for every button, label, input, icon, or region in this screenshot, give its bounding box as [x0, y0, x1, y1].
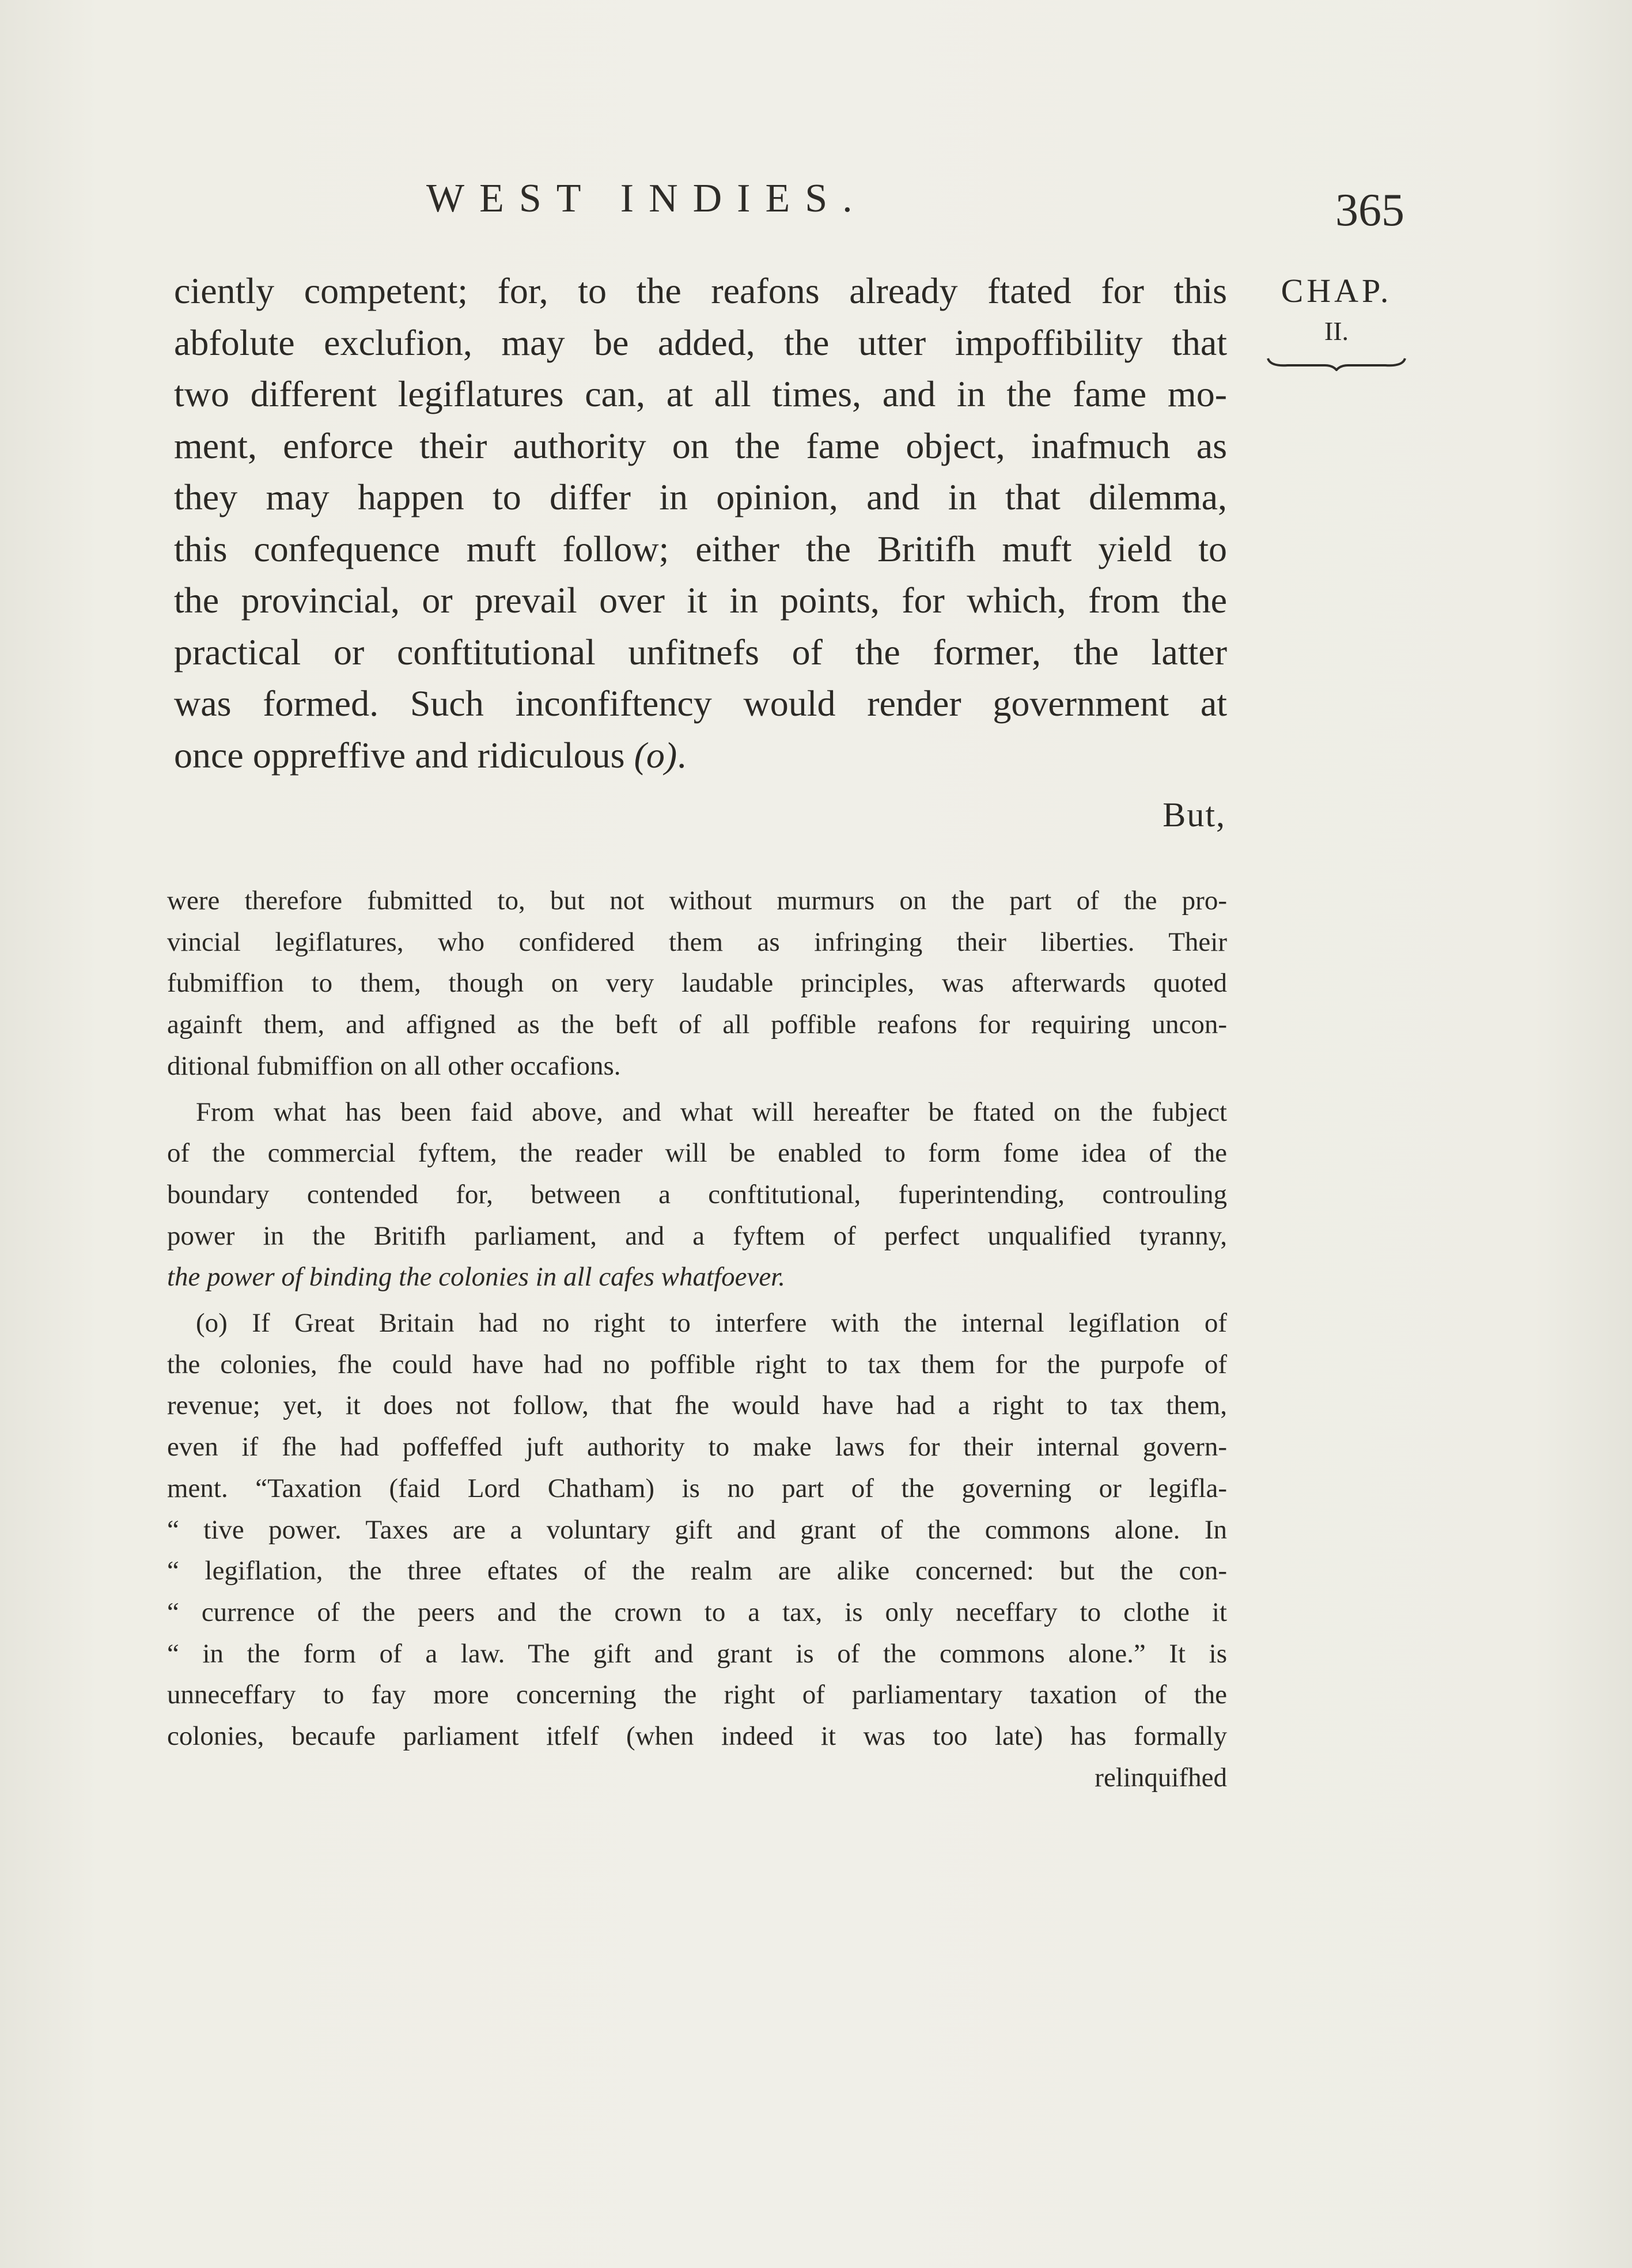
footnote-o-line: “ in the form of a law. The gift and grant is of the commons alone.” It is — [167, 1638, 1227, 1669]
footnote-italic-line: the power of binding the colonies in all cafes whatfoever. — [167, 1262, 786, 1292]
footnote-o-line: “ legiflation, the three eftates of the realm are alike concerned: but the con- — [167, 1556, 1227, 1586]
footnote-o-line: the colonies, fhe could have had no poffible right to tax them for the purpofe of — [167, 1349, 1227, 1379]
body-line: ment, enforce their authority on the fame object, inafmuch as — [174, 425, 1227, 466]
footnote-line: againft them, and affigned as the beft of all poffible reafons for requiring uncon- — [167, 1010, 1227, 1040]
body-line: this confequence muft follow; either the Britifh muft yield to — [174, 528, 1227, 569]
page-number: 365 — [1335, 185, 1404, 236]
footnotes — [167, 880, 1227, 1798]
body-line-end: . — [677, 734, 687, 776]
footnote-o-line: even if fhe had poffeffed juft authority to make laws for their internal govern- — [167, 1432, 1227, 1462]
body-line: ciently competent; for, to the reafons already ftated for this — [174, 270, 1227, 311]
footnote-o-line: unneceffary to fay more concerning the right of parliamentary taxation of the — [167, 1680, 1227, 1710]
catchword: But, — [1163, 796, 1226, 834]
footnote-line: were therefore fubmitted to, but not without murmurs on the part of the pro- — [167, 886, 1227, 916]
footnote-o-line: “ tive power. Taxes are a voluntary gift and grant of the commons alone. In — [167, 1514, 1227, 1545]
footnote-o-line: ment. “Taxation (faid Lord Chatham) is no part of the governing or legifla- — [167, 1473, 1227, 1503]
footnote-o-line: “ currence of the peers and the crown to a tax, is only neceffary to clothe it — [167, 1597, 1227, 1627]
brace-ornament-icon — [1264, 354, 1408, 371]
footnote-catchword: relinquifhed — [1095, 1762, 1227, 1793]
body-line: abfolute exclufion, may be added, the utter impoffibility that — [174, 322, 1227, 363]
body-line: was formed. Such inconfiftency would render government at — [174, 683, 1227, 724]
footnote-line: boundary contended for, between a conftitutional, fuperintending, controuling — [167, 1179, 1227, 1209]
body-line: practical or conftitutional unfitnefs of the former, the latter — [174, 631, 1227, 672]
footnote-o-line: (o) If Great Britain had no right to interfere with the internal legiflation of — [196, 1308, 1227, 1339]
footnote-line: of the commercial fyftem, the reader will be enabled to form fome idea of the — [167, 1138, 1227, 1169]
margin-chap-number: II. — [1324, 316, 1349, 346]
footnote-o-line: revenue; yet, it does not follow, that fhe would have had a right to tax them, — [167, 1390, 1227, 1421]
body-line-text: once oppreffive and ridiculous — [174, 734, 625, 776]
footnote-line: ditional fubmiffion on all other occafions. — [167, 1050, 621, 1081]
footnote-line: fubmiffion to them, though on very laudable principles, was afterwards quoted — [167, 968, 1227, 999]
footnote-reference: (o) — [634, 734, 677, 776]
footnote-line: power in the Britifh parliament, and a fyftem of perfect unqualified tyranny, — [167, 1220, 1227, 1251]
margin-chap-label: CHAP. — [1281, 272, 1392, 309]
body-line: the provincial, or prevail over it in points, for which, from the — [174, 580, 1227, 621]
footnote-line: vincial legiflatures, who confidered them as infringing their liberties. Their — [167, 927, 1227, 957]
footnote-line: From what has been faid above, and what will hereafter be ftated on the fubject — [196, 1097, 1227, 1127]
body-last-line — [174, 729, 1227, 781]
body-line: they may happen to differ in opinion, and in that dilemma, — [174, 477, 1227, 517]
running-head: WEST INDIES. — [426, 176, 868, 221]
main-text — [174, 265, 1227, 781]
footnote-o-line: colonies, becaufe parliament itfelf (when indeed it was too late) has formally — [167, 1721, 1227, 1752]
body-line: two different legiflatures can, at all times, and in the fame mo- — [174, 373, 1227, 414]
margin-chapter-note — [1262, 271, 1411, 371]
